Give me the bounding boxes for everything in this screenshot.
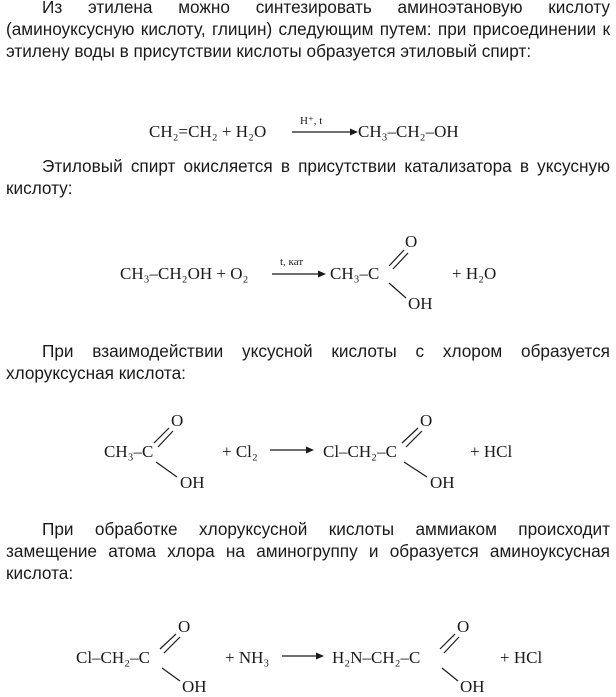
reaction2-hydroxyl: OH	[408, 294, 433, 313]
reaction4-reactant-oxygen: O	[178, 617, 191, 636]
reaction1-condition: H⁺, t	[300, 115, 323, 127]
reaction3-reagent: + Cl₂	[222, 442, 258, 461]
reaction2-condition: t, кат	[280, 256, 304, 268]
paragraph-intro-text: Из этилена можно синтезировать аминоэтановую кислоту (аминоуксусную кислоту, глицин) следующим путем: при присоединении к этилену воды в присутствии кислоты образуется этиловый спирт:	[6, 0, 610, 61]
reaction4-arrow	[282, 653, 324, 660]
reaction4-reagent: + NH₃	[225, 648, 270, 667]
reaction3-arrow	[270, 447, 314, 454]
reaction3-product-oxygen: O	[420, 411, 433, 430]
reaction4-reactant-carboxyl-bonds	[160, 634, 180, 681]
reaction3-byproduct: + HCl	[470, 442, 513, 461]
reaction4-product-carboxyl-bonds	[440, 634, 459, 681]
reaction4-product-hydroxyl: OH	[460, 677, 485, 696]
reaction4-reactant-hydroxyl: OH	[182, 677, 207, 696]
paragraph-oxidation	[6, 155, 610, 199]
reaction3-reactant-hydroxyl: OH	[180, 473, 205, 492]
reaction4-product: H₂N–CH₂–C	[332, 648, 421, 667]
reaction1-product: CH₃–CH₂–OH	[358, 122, 459, 141]
reaction3-reactant-oxygen: O	[171, 411, 184, 430]
paragraph-intro	[6, 0, 610, 62]
reaction2-carboxyl-bonds	[389, 250, 408, 298]
reaction2-byproduct: + H₂O	[452, 264, 497, 283]
paragraph-amination-text: При обработке хлоруксусной кислоты аммиаком происходит замещение атома хлора на аминогруппу и образуется аминоуксусная кислота:	[6, 519, 610, 583]
reaction4-product-oxygen: O	[457, 617, 470, 636]
reaction3-reactant: CH₃–C	[104, 442, 154, 461]
reaction3-product-hydroxyl: OH	[430, 473, 455, 492]
reaction2-reactants: CH₃–CH₂OH + O₂	[120, 264, 249, 283]
reaction3-product-carboxyl-bonds	[402, 428, 427, 477]
paragraph-oxidation-text: Этиловый спирт окисляется в присутствии катализатора в уксусную кислоту:	[6, 156, 610, 198]
reaction1-arrow	[292, 129, 358, 136]
reaction3-product: Cl–CH₂–C	[323, 442, 397, 461]
reaction1-reactants: CH₂=CH₂ + H₂O	[149, 122, 267, 141]
reaction2-product: CH₃–C	[330, 264, 380, 283]
reaction2-carbonyl-oxygen: O	[405, 232, 418, 251]
paragraph-amination	[6, 518, 610, 584]
reaction4-reactant: Cl–CH₂–C	[76, 648, 150, 667]
reaction2-arrow	[272, 271, 326, 278]
paragraph-chlorination-text: При взаимодействии уксусной кислоты с хлором образуется хлоруксусная кислота:	[6, 341, 610, 383]
reaction3-reactant-carboxyl-bonds	[154, 428, 177, 477]
reaction4-byproduct: + HCl	[500, 648, 543, 667]
paragraph-chlorination	[6, 340, 610, 384]
